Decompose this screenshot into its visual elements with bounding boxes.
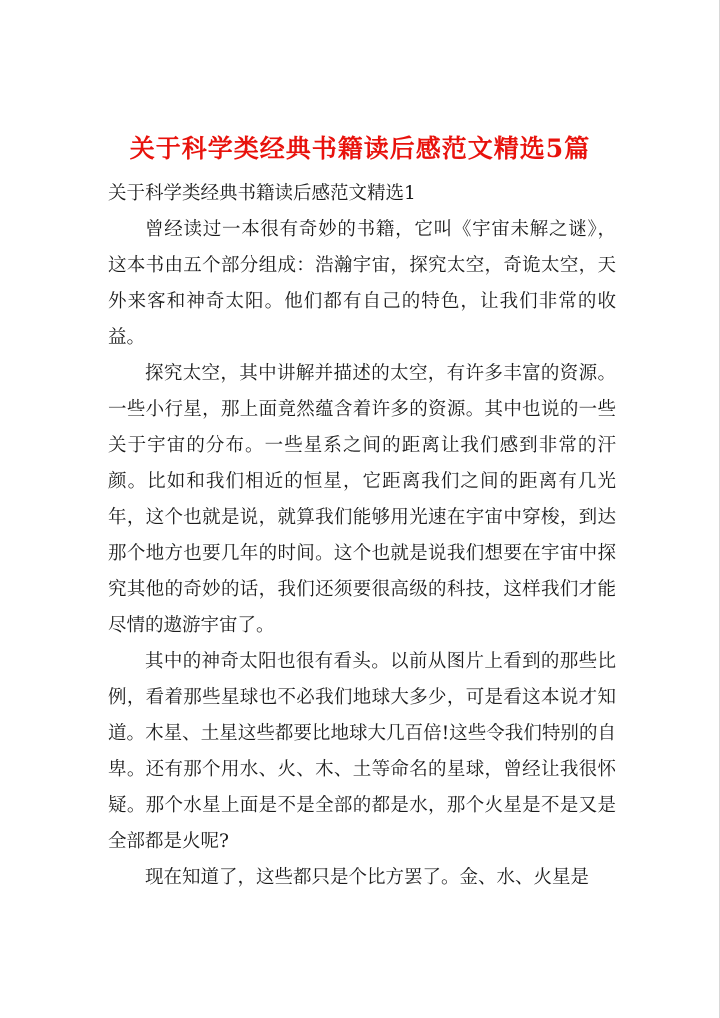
paragraph-1: 曾经读过一本很有奇妙的书籍，它叫《宇宙未解之谜》，这本书由五个部分组成：浩瀚宇宙，探究太空，奇诡太空，天外来客和神奇太阳。他们都有自己的特色，让我们非常的收益。 [108, 219, 616, 348]
document-title: 关于科学类经典书籍读后感范文精选5篇 [129, 133, 591, 163]
paragraph-4: 现在知道了，这些都只是个比方罢了。金、水、火星是 [145, 867, 590, 888]
section-heading: 关于科学类经典书籍读后感范文精选1 [108, 183, 416, 204]
paragraph-2: 探究太空，其中讲解并描述的太空，有许多丰富的资源。一些小行星，那上面竟然蕴含着许多的资源。其中也说的一些关于宇宙的分布。一些星系之间的距离让我们感到非常的汗颜。比如和我们相近的恒星，它距离我们之间的距离有几光年，这个也就是说，就算我们能够用光速在宇宙中穿梭，到达那个地方也要几年的时间。这个也就是说我们想要在宇宙中探究其他的奇妙的话，我们还须要很高级的科技，这样我们才能尽情的遨游宇宙了。 [108, 363, 616, 636]
document-body [108, 212, 616, 896]
paragraph-3: 其中的神奇太阳也很有看头。以前从图片上看到的那些比例，看着那些星球也不必我们地球大多少，可是看这本说才知道。木星、土星这些都要比地球大几百倍!这些令我们特别的自卑。还有那个用水、火、木、土等命名的星球，曾经让我很怀疑。那个水星上面是不是全部的都是水，那个火星是不是又是全部都是火呢? [108, 651, 616, 852]
